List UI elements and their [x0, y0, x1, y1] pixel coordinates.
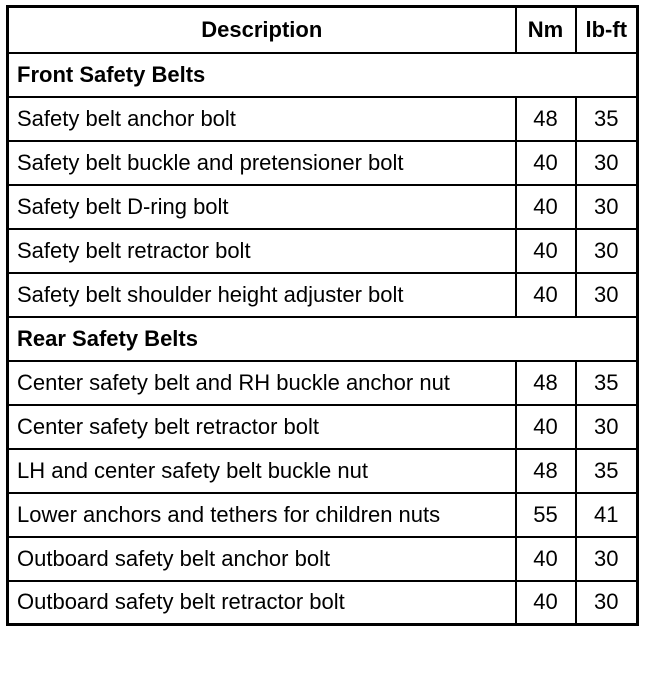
- table-row: [8, 537, 638, 581]
- section-title: Front Safety Belts: [8, 53, 638, 97]
- row-nm-value: 48: [516, 97, 576, 141]
- row-lbft-value: 30: [576, 405, 638, 449]
- header-description: Description: [8, 7, 516, 53]
- row-description: Outboard safety belt retractor bolt: [8, 581, 516, 625]
- row-lbft-value: 30: [576, 537, 638, 581]
- table-row: [8, 581, 638, 625]
- row-nm-value: 40: [516, 141, 576, 185]
- row-lbft-value: 30: [576, 581, 638, 625]
- table-row: [8, 185, 638, 229]
- row-description: Lower anchors and tethers for children nuts: [8, 493, 516, 537]
- row-description: Safety belt buckle and pretensioner bolt: [8, 141, 516, 185]
- row-description: LH and center safety belt buckle nut: [8, 449, 516, 493]
- row-lbft-value: 30: [576, 229, 638, 273]
- table-row: [8, 449, 638, 493]
- table-row: [8, 141, 638, 185]
- row-nm-value: 40: [516, 273, 576, 317]
- section-row-front-safety-belts: [8, 53, 638, 97]
- row-description: Outboard safety belt anchor bolt: [8, 537, 516, 581]
- section-title: Rear Safety Belts: [8, 317, 638, 361]
- table-row: [8, 493, 638, 537]
- table-row: [8, 273, 638, 317]
- row-description: Safety belt shoulder height adjuster bolt: [8, 273, 516, 317]
- header-row: [8, 7, 638, 53]
- row-nm-value: 40: [516, 405, 576, 449]
- row-description: Center safety belt and RH buckle anchor nut: [8, 361, 516, 405]
- section-row-rear-safety-belts: [8, 317, 638, 361]
- row-description: Safety belt retractor bolt: [8, 229, 516, 273]
- table-row: [8, 97, 638, 141]
- row-nm-value: 55: [516, 493, 576, 537]
- row-lbft-value: 35: [576, 361, 638, 405]
- row-description: Safety belt D-ring bolt: [8, 185, 516, 229]
- header-nm: Nm: [516, 7, 576, 53]
- row-lbft-value: 35: [576, 449, 638, 493]
- table-row: [8, 405, 638, 449]
- header-lbft: lb-ft: [576, 7, 638, 53]
- row-lbft-value: 35: [576, 97, 638, 141]
- row-lbft-value: 30: [576, 141, 638, 185]
- row-nm-value: 40: [516, 229, 576, 273]
- row-nm-value: 40: [516, 581, 576, 625]
- row-nm-value: 48: [516, 449, 576, 493]
- torque-spec-table: [6, 5, 639, 626]
- row-nm-value: 48: [516, 361, 576, 405]
- table-row: [8, 361, 638, 405]
- row-description: Center safety belt retractor bolt: [8, 405, 516, 449]
- table-row: [8, 229, 638, 273]
- row-nm-value: 40: [516, 537, 576, 581]
- row-description: Safety belt anchor bolt: [8, 97, 516, 141]
- row-lbft-value: 30: [576, 185, 638, 229]
- row-lbft-value: 30: [576, 273, 638, 317]
- row-nm-value: 40: [516, 185, 576, 229]
- row-lbft-value: 41: [576, 493, 638, 537]
